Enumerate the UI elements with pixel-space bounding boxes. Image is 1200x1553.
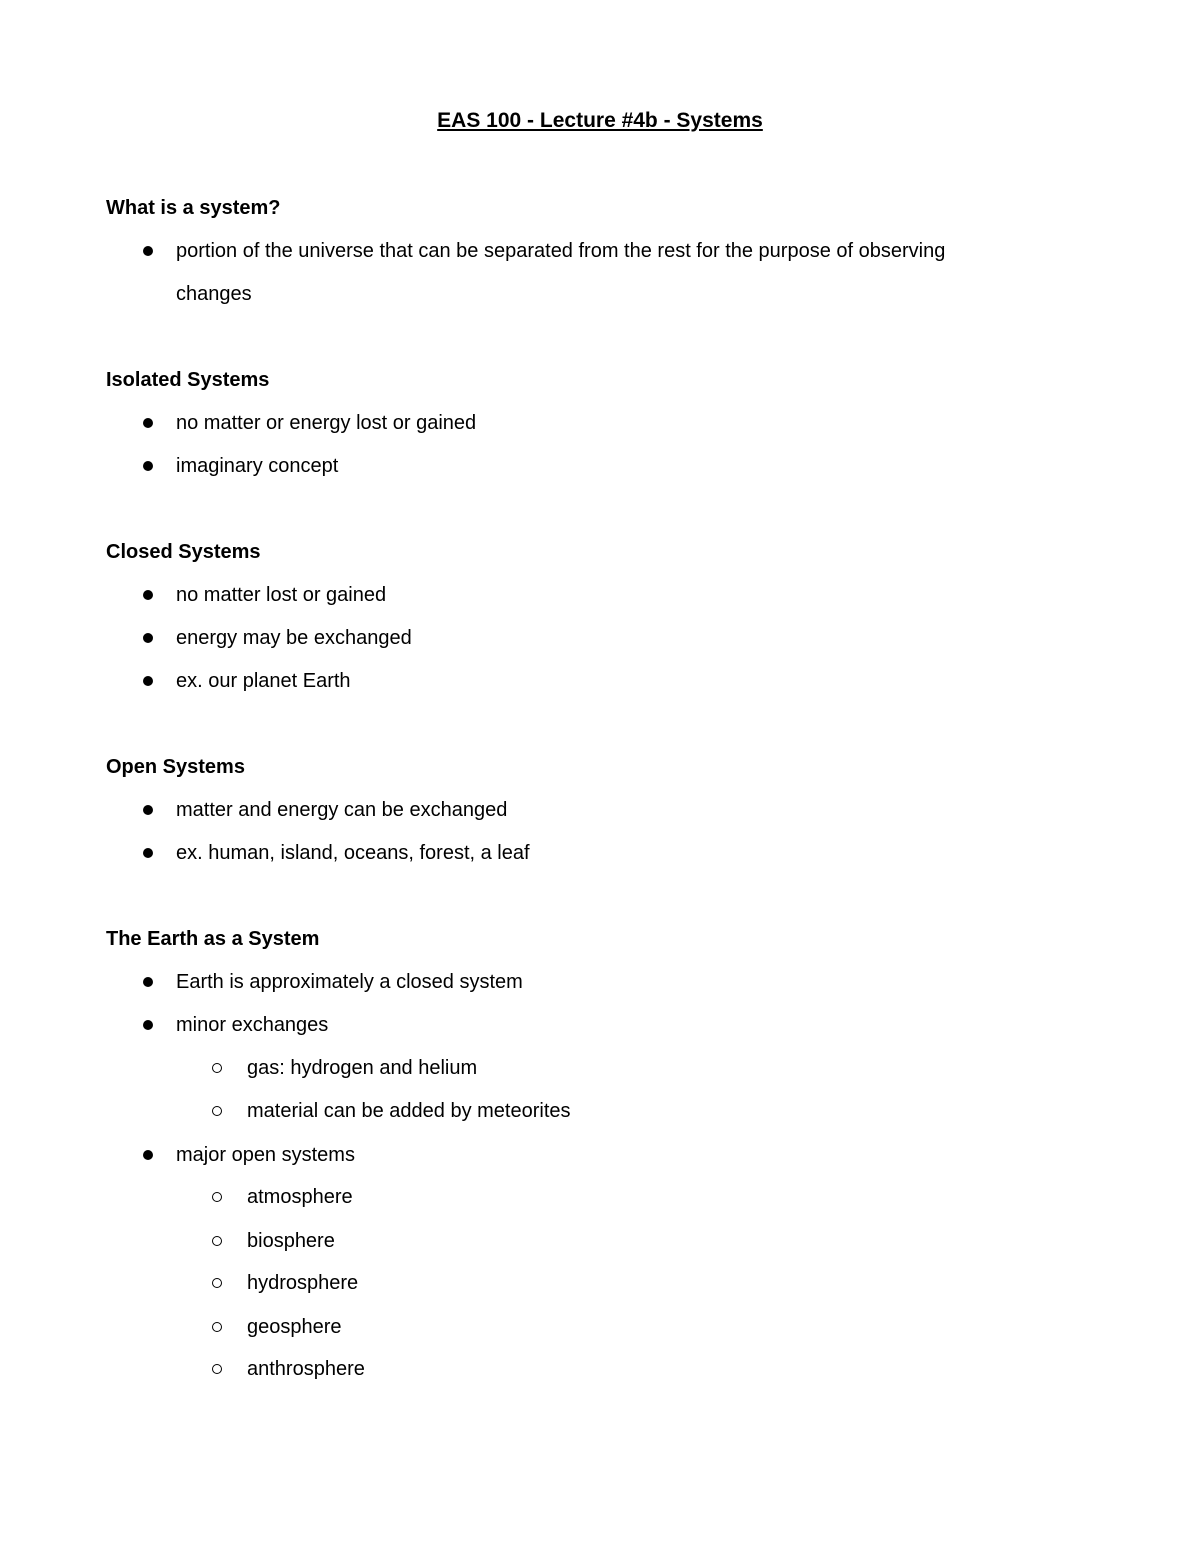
hollow-bullet-icon: [212, 1192, 222, 1202]
bullet-icon: [143, 590, 153, 600]
section-heading-what-is-a-system: What is a system?: [106, 197, 281, 219]
list-item: ex. our planet Earth: [176, 670, 351, 692]
hollow-bullet-icon: [212, 1106, 222, 1116]
sub-list-item: geosphere: [247, 1316, 342, 1338]
list-item: portion of the universe that can be separated from the rest for the purpose of observing: [176, 240, 946, 262]
bullet-icon: [143, 676, 153, 686]
bullet-icon: [143, 418, 153, 428]
list-item: energy may be exchanged: [176, 627, 412, 649]
bullet-icon: [143, 805, 153, 815]
section-heading-earth-as-system: The Earth as a System: [106, 928, 320, 950]
bullet-icon: [143, 461, 153, 471]
list-item: imaginary concept: [176, 455, 339, 477]
document-title: EAS 100 - Lecture #4b - Systems: [437, 109, 763, 132]
sub-list-item: material can be added by meteorites: [247, 1100, 571, 1122]
bullet-icon: [143, 246, 153, 256]
hollow-bullet-icon: [212, 1364, 222, 1374]
hollow-bullet-icon: [212, 1278, 222, 1288]
sub-list-item: anthrosphere: [247, 1358, 365, 1380]
list-item: matter and energy can be exchanged: [176, 799, 508, 821]
section-heading-open-systems: Open Systems: [106, 756, 245, 778]
sub-list-item: biosphere: [247, 1230, 335, 1252]
list-item: minor exchanges: [176, 1014, 329, 1036]
sub-list-item: hydrosphere: [247, 1272, 359, 1294]
bullet-icon: [143, 1150, 153, 1160]
list-item: no matter lost or gained: [176, 584, 387, 606]
sub-list-item: atmosphere: [247, 1186, 353, 1208]
section-heading-isolated-systems: Isolated Systems: [106, 369, 270, 391]
bullet-icon: [143, 977, 153, 987]
list-item: major open systems: [176, 1144, 355, 1166]
section-heading-closed-systems: Closed Systems: [106, 541, 261, 563]
bullet-icon: [143, 848, 153, 858]
bullet-icon: [143, 1020, 153, 1030]
hollow-bullet-icon: [212, 1322, 222, 1332]
hollow-bullet-icon: [212, 1236, 222, 1246]
list-item: ex. human, island, oceans, forest, a leaf: [176, 842, 530, 864]
sub-list-item: gas: hydrogen and helium: [247, 1057, 478, 1079]
list-item-continuation: changes: [176, 283, 252, 305]
list-item: Earth is approximately a closed system: [176, 971, 523, 993]
list-item: no matter or energy lost or gained: [176, 412, 477, 434]
hollow-bullet-icon: [212, 1063, 222, 1073]
bullet-icon: [143, 633, 153, 643]
